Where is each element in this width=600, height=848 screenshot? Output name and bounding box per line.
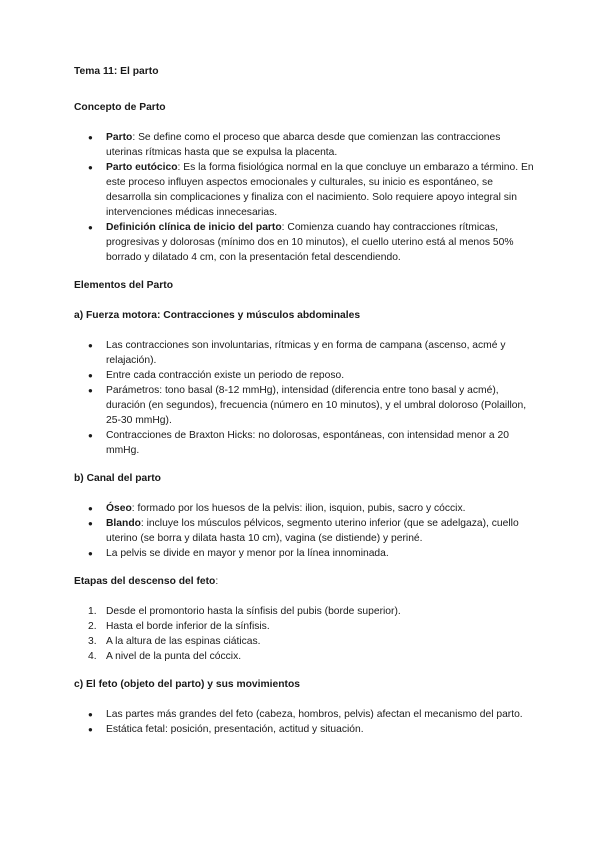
section-heading-elementos: Elementos del Parto [74, 280, 173, 291]
list-number: 1. [88, 606, 97, 617]
term: Parto eutócico [106, 162, 178, 173]
concepto-list [74, 130, 536, 265]
section-heading-concepto: Concepto de Parto [74, 102, 166, 113]
fuerza-list [74, 338, 536, 458]
list-item: ● Estática fetal: posición, presentación, actitud y situación. [88, 722, 536, 737]
list-number: 3. [88, 636, 97, 647]
etapas-list [74, 604, 536, 664]
term: Óseo [106, 503, 132, 514]
list-item: 1. Desde el promontorio hasta la sínfisis del pubis (borde superior). [88, 606, 401, 617]
term: Parto [106, 132, 133, 143]
list-item: ● Definición clínica de inicio del parto: Comienza cuando hay contracciones rítmicas, progresivas y dolorosas (mínimo dos en 10 minutos), el cuello uterino está al menos 50% borrado y dilatado 4 cm, con la presentación fetal descendiendo. [88, 220, 536, 265]
document-page [74, 64, 536, 750]
document-title: Tema 11: El parto [74, 66, 159, 77]
list-item: ● Blando: incluye los músculos pélvicos, segmento uterino inferior (que se adelgaza), cuello uterino (se borra y dilata hasta 10 cm), vagina (se distiende) y periné. [88, 516, 536, 546]
list-item: ● Contracciones de Braxton Hicks: no dolorosas, espontáneas, con intensidad menor a 20 mmHg. [88, 428, 536, 458]
term: Definición clínica de inicio del parto [106, 222, 282, 233]
definition: La pelvis se divide en mayor y menor por la línea innominada. [106, 548, 389, 559]
section-heading-feto: c) El feto (objeto del parto) y sus movimientos [74, 679, 300, 690]
list-item: ● Entre cada contracción existe un periodo de reposo. [88, 368, 536, 383]
definition: Es la forma fisiológica normal en la que concluye un embarazo a término. En este proceso influyen aspectos emocionales y culturales, su inicio es espontáneo, se desarrolla sin complicaciones y finaliza con el nacimiento. Solo requiere apoyo integral sin intervenciones médicas innecesarias. [106, 162, 534, 218]
canal-list [74, 501, 536, 561]
list-item: ● Parámetros: tono basal (8-12 mmHg), intensidad (diferencia entre tono basal y acmé), duración (en segundos), frecuencia (número en 10 minutos), y el umbral doloroso (Polaillon, 25-30 mmHg). [88, 383, 536, 428]
definition: formado por los huesos de la pelvis: ilion, isquion, pubis, sacro y cóccix. [137, 503, 466, 514]
list-item: ● Parto: Se define como el proceso que abarca desde que comienzan las contracciones uterinas rítmicas hasta que se expulsa la placenta. [88, 130, 536, 160]
list-number: 2. [88, 621, 97, 632]
list-item: ● Las partes más grandes del feto (cabeza, hombros, pelvis) afectan el mecanismo del parto. [88, 707, 536, 722]
feto-list [74, 707, 536, 737]
list-item: 2. Hasta el borde inferior de la sínfisis. [88, 621, 270, 632]
section-heading-canal: b) Canal del parto [74, 473, 161, 484]
list-item: ● Las contracciones son involuntarias, rítmicas y en forma de campana (ascenso, acmé y relajación). [88, 338, 536, 368]
section-heading-etapas: Etapas del descenso del feto: [74, 576, 219, 587]
definition: Se define como el proceso que abarca desde que comienzan las contracciones uterinas rítmicas hasta que se expulsa la placenta. [106, 132, 501, 158]
list-item: 3. A la altura de las espinas ciáticas. [88, 636, 261, 647]
list-number: 4. [88, 651, 97, 662]
term: Blando [106, 518, 141, 529]
list-item: ● Parto eutócico: Es la forma fisiológica normal en la que concluye un embarazo a término. En este proceso influyen aspectos emocionales y culturales, su inicio es espontáneo, se desarrolla sin complicaciones y finaliza con el nacimiento. Solo requiere apoyo integral sin intervenciones médicas innecesarias. [88, 160, 536, 220]
list-item: 4. A nivel de la punta del cóccix. [88, 651, 242, 662]
definition: Comienza cuando hay contracciones rítmicas, progresivas y dolorosas (mínimo dos en 10 minutos), el cuello uterino está al menos 50% borrado y dilatado 4 cm, con la presentación fetal descendiendo. [106, 222, 514, 263]
list-item [88, 546, 536, 561]
section-heading-fuerza: a) Fuerza motora: Contracciones y músculos abdominales [74, 310, 361, 321]
list-item: ● Óseo: formado por los huesos de la pelvis: ilion, isquion, pubis, sacro y cóccix. [88, 501, 536, 516]
definition: incluye los músculos pélvicos, segmento uterino inferior (que se adelgaza), cuello uterino (se borra y dilata hasta 10 cm), vagina (se distiende) y periné. [106, 518, 519, 544]
